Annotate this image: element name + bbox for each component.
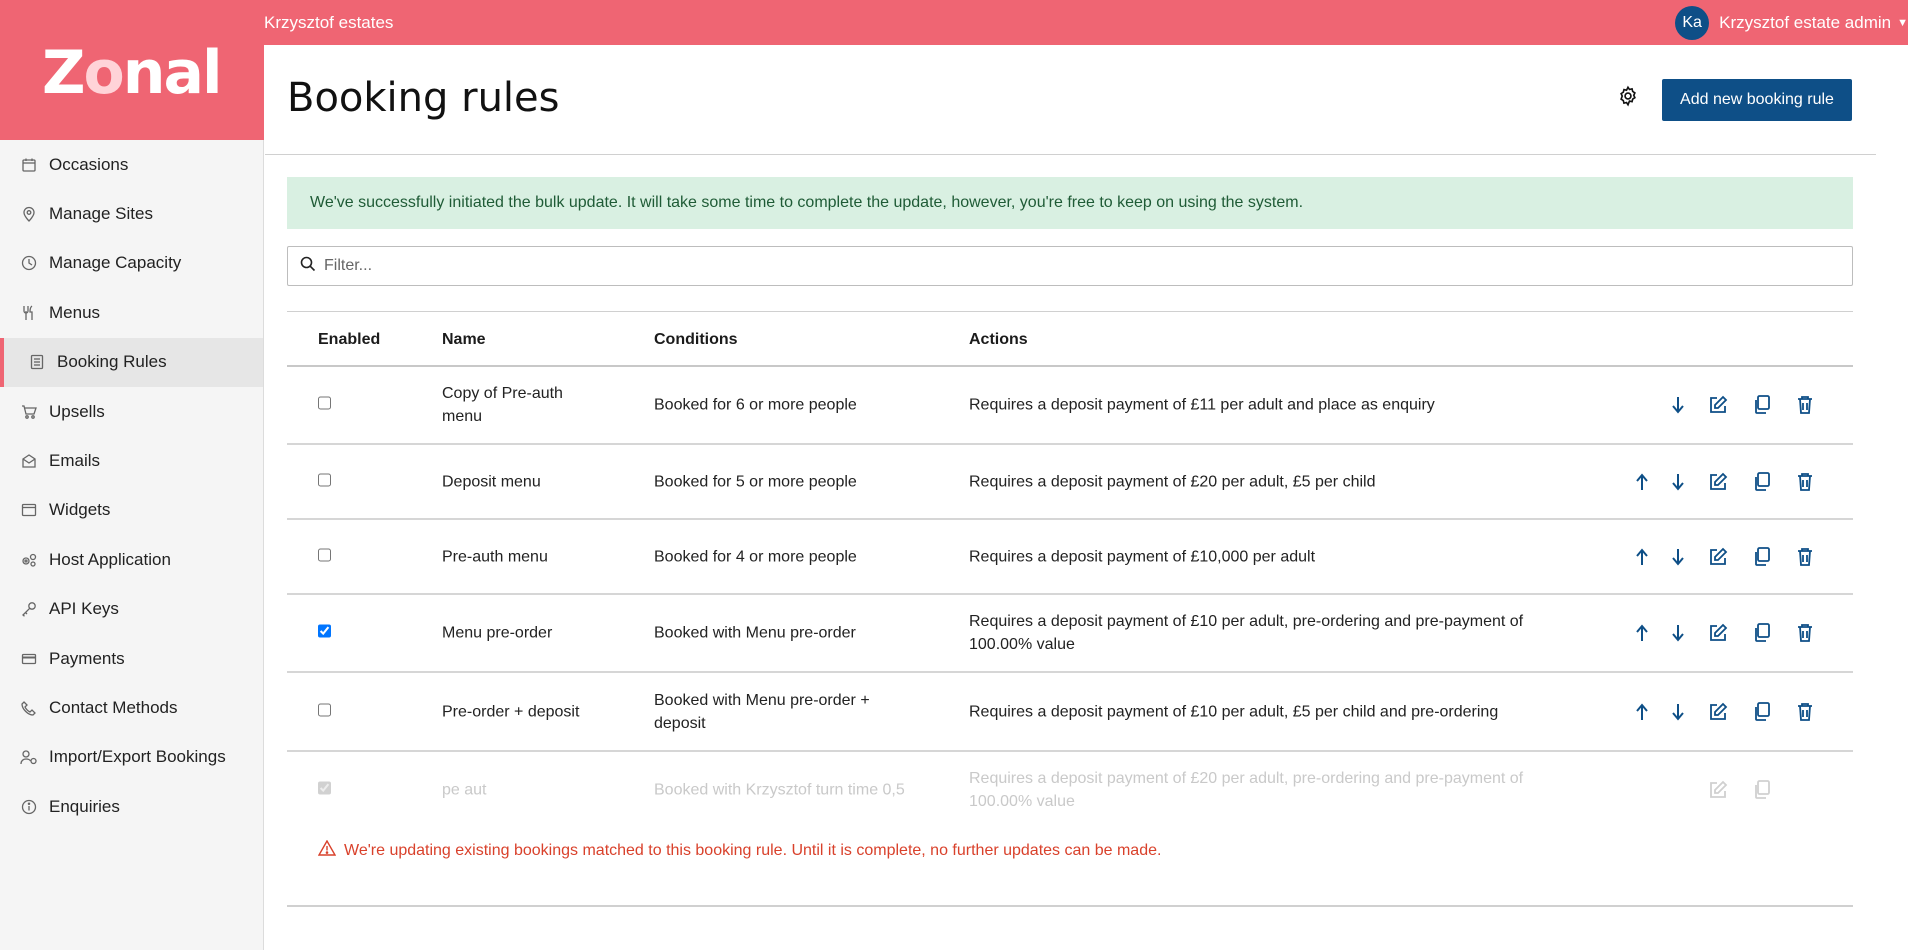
zonal-logo[interactable]: Zonal <box>42 38 221 108</box>
rule-conditions: Booked for 5 or more people <box>654 473 857 490</box>
sidebar-item-label: Menus <box>49 302 101 322</box>
sidebar-item-label: Manage Capacity <box>49 253 182 273</box>
sidebar <box>0 140 264 950</box>
filter-box[interactable] <box>287 246 1853 286</box>
rule-name: Pre-auth menu <box>442 548 548 565</box>
sidebar-item-label: Occasions <box>49 154 129 174</box>
page-title: Booking rules <box>287 75 560 121</box>
sidebar-item-label: Widgets <box>49 500 111 520</box>
sidebar-item-label: Manage Sites <box>49 204 153 224</box>
table-row <box>287 445 1853 520</box>
copy-icon <box>1750 778 1774 802</box>
rule-name: Copy of Pre-auth menu <box>442 385 563 425</box>
sidebar-item-label: Upsells <box>49 401 105 421</box>
table-row <box>287 595 1853 673</box>
enabled-checkbox[interactable] <box>318 703 331 716</box>
sidebar-item-manage-sites[interactable] <box>0 189 263 238</box>
row-actions <box>1630 545 1850 569</box>
top-bar <box>0 0 1908 45</box>
filter-input[interactable] <box>324 257 1824 275</box>
sidebar-item-contact-methods[interactable] <box>0 683 263 732</box>
success-alert: We've successfully initiated the bulk update. It will take some time to complete the update, however, you're free to keep on using the system. <box>287 177 1853 229</box>
move-down-icon[interactable] <box>1666 700 1690 724</box>
rule-conditions: Booked for 4 or more people <box>654 548 857 565</box>
enabled-checkbox[interactable] <box>318 625 331 638</box>
sidebar-item-manage-capacity[interactable] <box>0 239 263 288</box>
calendar-icon <box>20 156 38 174</box>
rule-name: Pre-order + deposit <box>442 703 580 720</box>
cogs-icon <box>20 551 38 569</box>
search-icon <box>300 256 316 277</box>
sidebar-item-label: Enquiries <box>49 796 120 816</box>
row-actions <box>1630 393 1850 417</box>
location-pin-icon <box>20 205 38 223</box>
sidebar-item-menus[interactable] <box>0 288 263 337</box>
booking-rules-table <box>287 311 1853 902</box>
rule-conditions: Booked with Menu pre-order + deposit <box>654 691 870 732</box>
sidebar-item-label: Booking Rules <box>57 352 167 372</box>
rule-actions: Requires a deposit payment of £10 per adult, £5 per child and pre-ordering <box>969 703 1499 720</box>
rule-conditions: Booked with Menu pre-order <box>654 624 856 642</box>
updating-warning-text: We're updating existing bookings matched to this booking rule. Until it is complete, no further updates can be made. <box>344 841 1162 859</box>
gear-icon[interactable] <box>1617 85 1643 111</box>
table-bottom-divider <box>287 905 1853 907</box>
email-icon <box>20 452 38 470</box>
cutlery-icon <box>20 304 38 322</box>
rule-conditions: Booked with Krzysztof turn time 0,5 <box>654 781 905 799</box>
edit-icon[interactable] <box>1706 470 1730 494</box>
main-content <box>265 45 1876 950</box>
table-header <box>287 311 1853 367</box>
sidebar-item-occasions[interactable] <box>0 140 263 189</box>
sidebar-item-emails[interactable] <box>0 436 263 485</box>
row-actions <box>1630 778 1850 802</box>
move-up-icon[interactable] <box>1630 700 1654 724</box>
rule-name: Deposit menu <box>442 473 541 490</box>
edit-icon[interactable] <box>1706 393 1730 417</box>
rule-actions: Requires a deposit payment of £11 per adult and place as enquiry <box>969 396 1435 414</box>
rules-list-icon <box>28 353 46 371</box>
copy-icon[interactable] <box>1750 393 1774 417</box>
rule-name: Menu pre-order <box>442 624 553 642</box>
sidebar-item-label: Contact Methods <box>49 697 178 717</box>
move-down-icon[interactable] <box>1666 393 1690 417</box>
column-name: Name <box>442 331 486 348</box>
table-row-updating <box>287 752 1853 902</box>
delete-icon[interactable] <box>1793 470 1817 494</box>
cart-icon <box>20 403 38 421</box>
sidebar-item-booking-rules[interactable] <box>0 338 263 387</box>
rule-actions: Requires a deposit payment of £10,000 per adult <box>969 548 1316 565</box>
chevron-down-icon[interactable]: ▼ <box>1897 17 1908 29</box>
sidebar-item-api-keys[interactable] <box>0 585 263 634</box>
rule-actions: Requires a deposit payment of £10 per adult, pre-ordering and pre-payment of 100.00% value <box>969 613 1524 653</box>
move-up-icon[interactable] <box>1630 545 1654 569</box>
add-new-booking-rule-button[interactable]: Add new booking rule <box>1662 79 1852 121</box>
sidebar-item-payments[interactable] <box>0 634 263 683</box>
updating-warning <box>318 840 1161 861</box>
row-actions <box>1630 470 1850 494</box>
move-up-icon[interactable] <box>1630 621 1654 645</box>
sidebar-item-label: Import/Export Bookings <box>49 747 226 767</box>
table-row <box>287 673 1853 752</box>
copy-icon[interactable] <box>1750 470 1774 494</box>
delete-icon[interactable] <box>1793 700 1817 724</box>
key-icon <box>20 600 38 618</box>
move-down-icon[interactable] <box>1666 545 1690 569</box>
phone-icon <box>20 699 38 717</box>
table-row <box>287 367 1853 445</box>
column-conditions: Conditions <box>654 331 738 348</box>
copy-icon[interactable] <box>1750 700 1774 724</box>
clock-icon <box>20 254 38 272</box>
edit-icon <box>1706 778 1730 802</box>
table-row <box>287 520 1853 595</box>
sidebar-item-import-export-bookings[interactable] <box>0 733 263 782</box>
column-actions: Actions <box>969 331 1028 348</box>
organisation-name: Krzysztof estates <box>264 13 394 32</box>
rule-name: pe aut <box>442 781 487 799</box>
enabled-checkbox[interactable] <box>318 397 331 410</box>
delete-icon[interactable] <box>1793 393 1817 417</box>
move-down-icon[interactable] <box>1666 621 1690 645</box>
enabled-checkbox <box>318 782 331 795</box>
row-actions <box>1630 700 1850 724</box>
edit-icon[interactable] <box>1706 700 1730 724</box>
column-enabled: Enabled <box>318 331 381 348</box>
user-cog-icon <box>20 748 38 766</box>
sidebar-item-label: API Keys <box>49 599 119 619</box>
rule-actions: Requires a deposit payment of £20 per adult, pre-ordering and pre-payment of 100.00% value <box>969 770 1524 810</box>
sidebar-item-label: Host Application <box>49 549 171 569</box>
move-down-icon[interactable] <box>1666 470 1690 494</box>
info-icon <box>20 798 38 816</box>
page-header <box>265 45 1876 155</box>
warning-triangle-icon <box>318 840 344 861</box>
edit-icon[interactable] <box>1706 545 1730 569</box>
credit-card-icon <box>20 650 38 668</box>
copy-icon[interactable] <box>1750 545 1774 569</box>
logo-area <box>0 0 264 140</box>
user-menu[interactable] <box>1675 6 1908 40</box>
delete-icon[interactable] <box>1793 621 1817 645</box>
sidebar-item-label: Payments <box>49 648 125 668</box>
sidebar-item-upsells[interactable] <box>0 387 263 436</box>
sidebar-item-host-application[interactable] <box>0 535 263 584</box>
window-icon <box>20 501 38 519</box>
edit-icon[interactable] <box>1706 621 1730 645</box>
row-actions <box>1630 621 1850 645</box>
rule-conditions: Booked for 6 or more people <box>654 396 857 414</box>
sidebar-item-label: Emails <box>49 451 101 471</box>
move-up-icon[interactable] <box>1630 470 1654 494</box>
rule-actions: Requires a deposit payment of £20 per adult, £5 per child <box>969 473 1376 490</box>
enabled-checkbox[interactable] <box>318 473 331 486</box>
user-name[interactable]: Krzysztof estate admin <box>1719 13 1892 32</box>
sidebar-item-widgets[interactable] <box>0 486 263 535</box>
copy-icon[interactable] <box>1750 621 1774 645</box>
delete-icon[interactable] <box>1793 545 1817 569</box>
sidebar-item-enquiries[interactable] <box>0 782 263 831</box>
avatar[interactable]: Ka <box>1675 6 1709 40</box>
enabled-checkbox[interactable] <box>318 548 331 561</box>
